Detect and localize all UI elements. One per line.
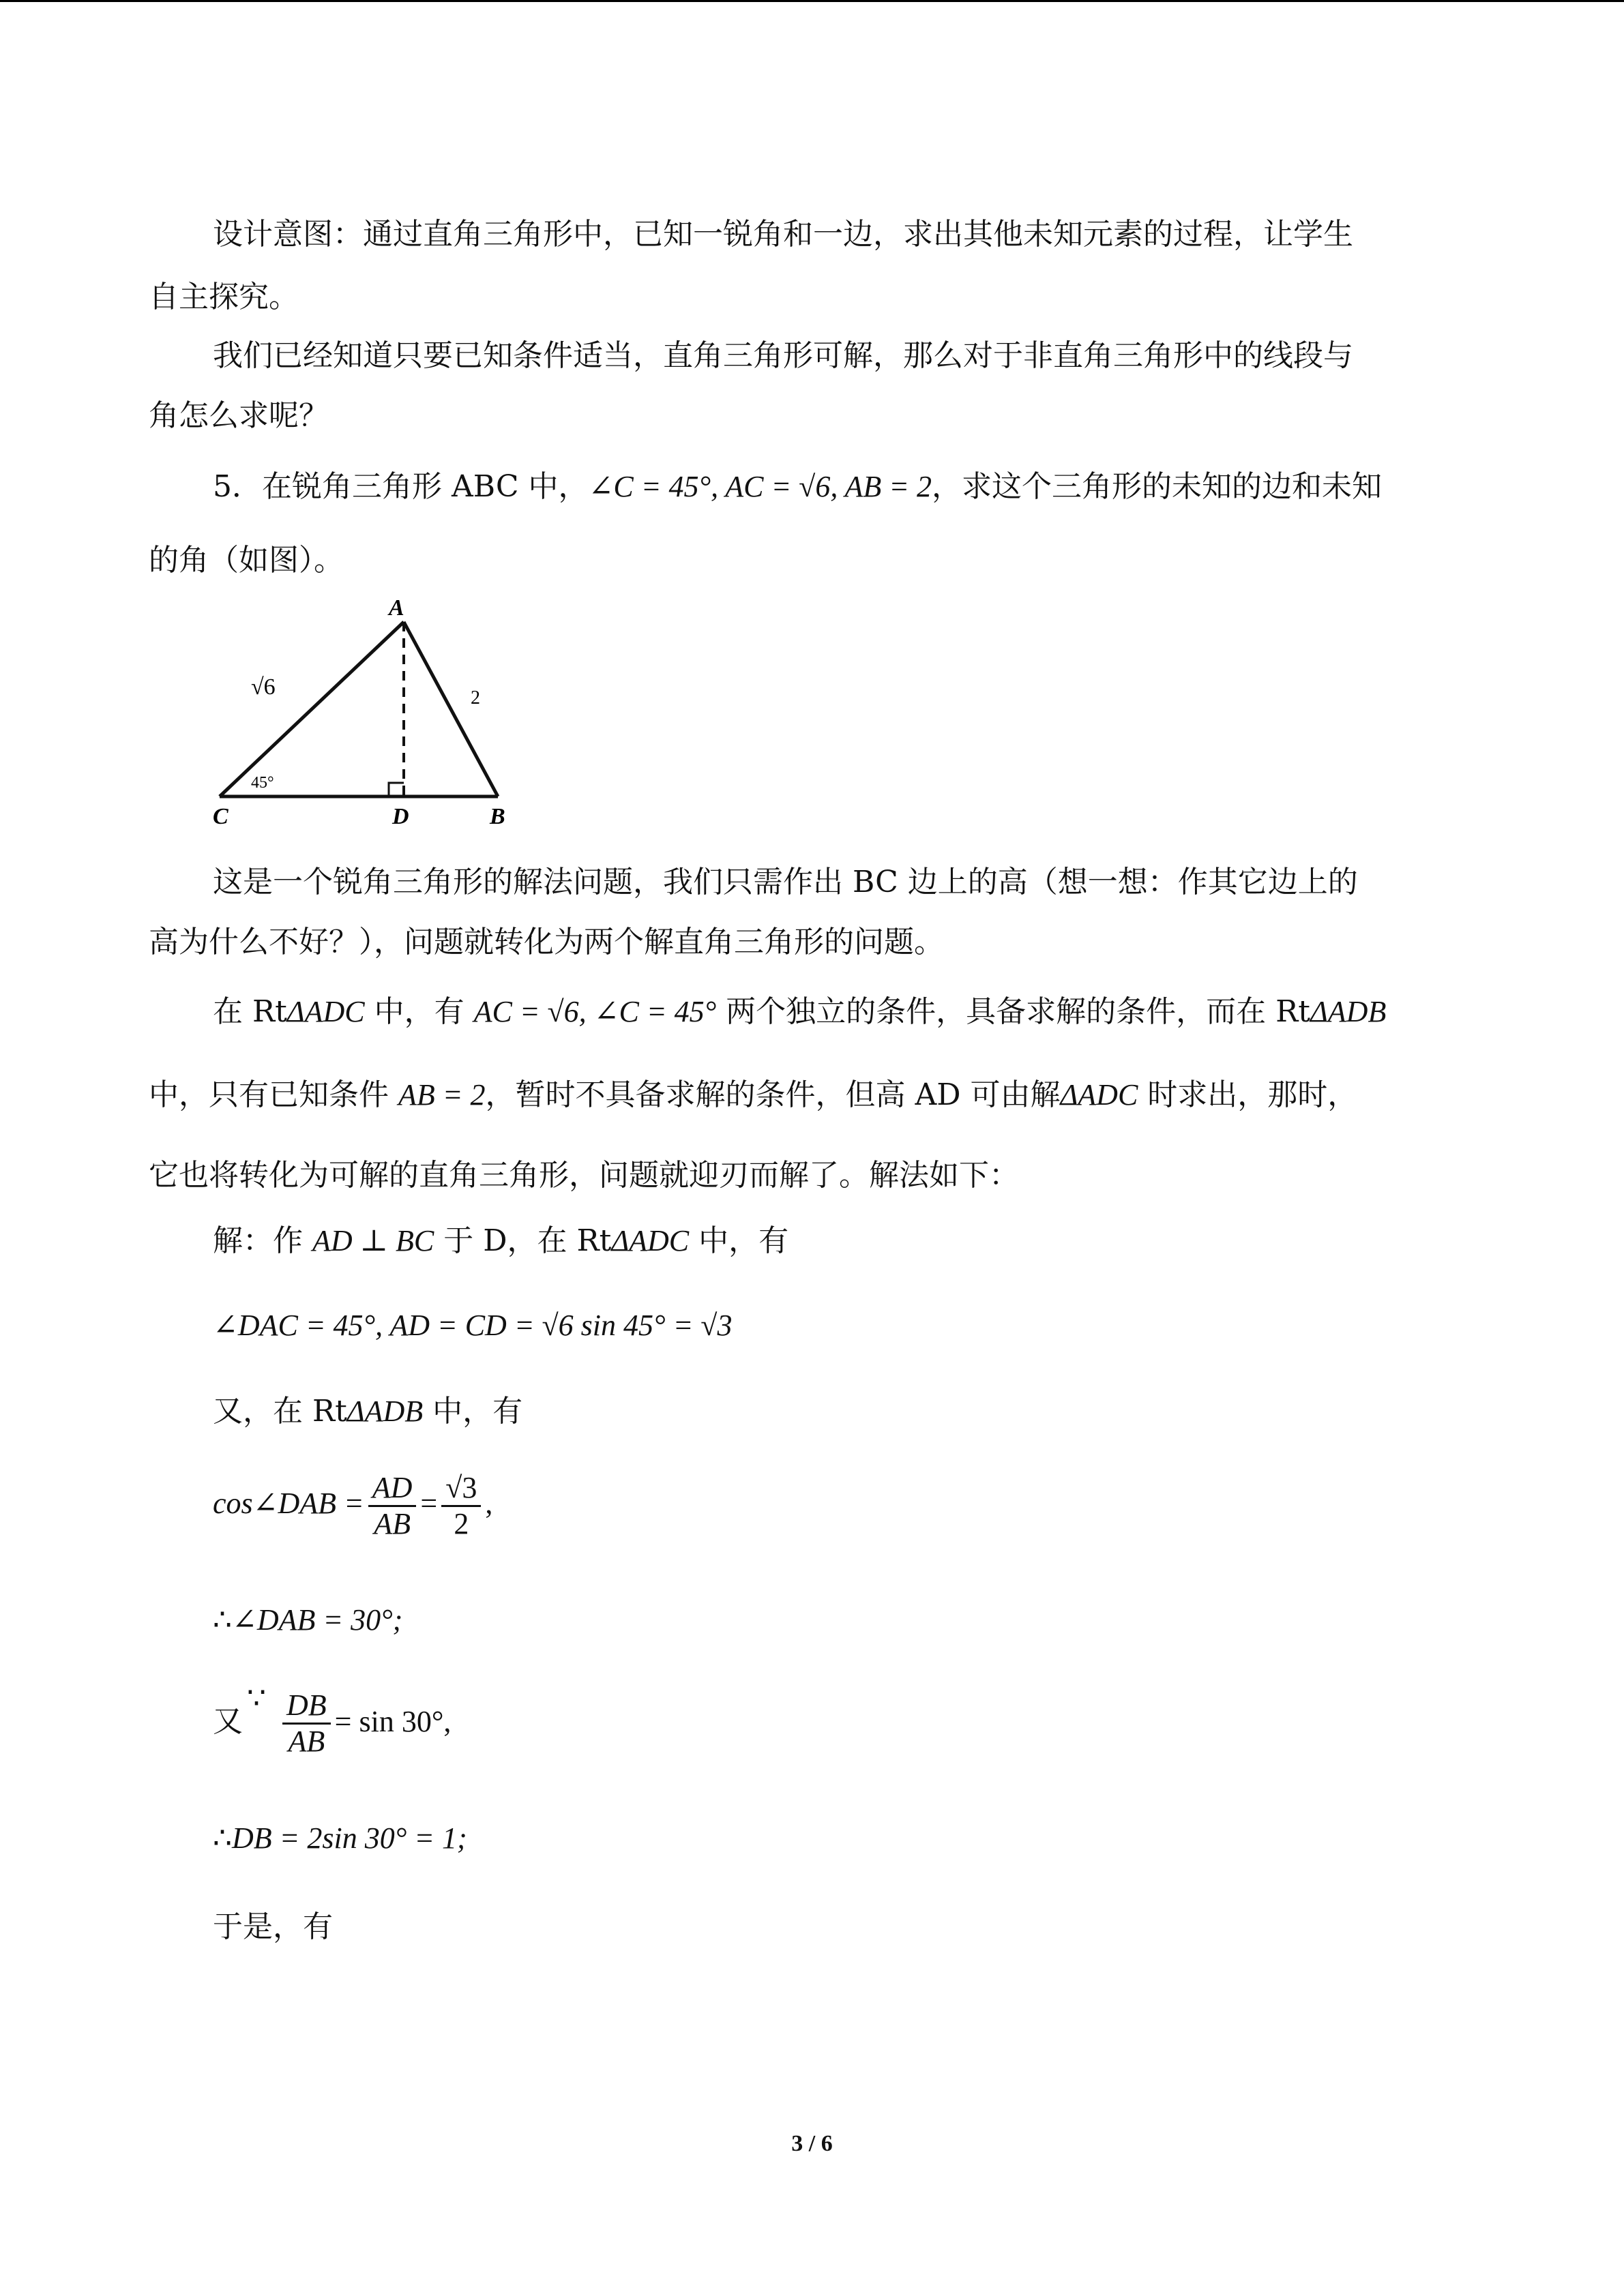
problem-5-text-post: ，求这个三角形的未知的边和未知	[931, 469, 1382, 504]
math-angle-dab-30: ∠DAB = 30°;	[232, 1603, 403, 1637]
intro-line-1: 我们已经知道只要已知条件适当，直角三角形可解，那么对于非直角三角形中的线段与	[213, 338, 1353, 373]
solution-sin-relation	[213, 1681, 452, 1759]
fraction-numerator: √3	[441, 1471, 481, 1507]
solution-line-final: 于是，有	[213, 1909, 333, 1944]
side-ca	[220, 622, 404, 796]
problem-5-line-1	[213, 456, 1382, 518]
math-db-eq-1: DB = 2sin 30° = 1;	[232, 1821, 467, 1855]
fraction-ad-ab	[368, 1471, 417, 1541]
top-border-line	[0, 0, 1624, 2]
label-d: D	[392, 804, 409, 829]
text-at-d: 于 D，在 Rt	[434, 1223, 612, 1258]
math-triangle-adc-3: ΔADC	[611, 1224, 690, 1257]
math-sin-30: = sin 30°,	[334, 1705, 452, 1738]
text-only-known: 中，只有已知条件	[149, 1077, 398, 1112]
text-rt-1: 在 Rt	[213, 994, 287, 1029]
math-ab-eq-2: AB = 2	[398, 1078, 486, 1112]
math-triangle-adc-1: ΔADC	[286, 995, 365, 1028]
problem-5-given: ∠C = 45°, AC = √6, AB = 2	[588, 470, 932, 503]
intro-line-2: 角怎么求呢？	[149, 398, 329, 433]
label-c: C	[213, 804, 228, 829]
fraction-numerator: AD	[368, 1471, 417, 1507]
because-symbol: ∵	[247, 1681, 266, 1716]
fraction-db-ab	[282, 1688, 331, 1759]
math-triangle-adc-2: ΔADC	[1060, 1078, 1138, 1112]
design-intent-line-1: 设计意图：通过直角三角形中，已知一锐角和一边，求出其他未知元素的过程，让学生	[213, 217, 1353, 252]
analysis-detail-line-1	[213, 981, 1386, 1043]
triangle-figure	[205, 586, 532, 832]
math-triangle-adb-1: ΔADB	[1310, 995, 1387, 1028]
analysis-detail-line-2	[149, 1064, 1357, 1127]
math-cos-dab: cos∠DAB =	[213, 1487, 364, 1520]
problem-5-text-pre: 5．在锐角三角形 ABC 中，	[213, 469, 589, 504]
text-you: 中，有	[364, 994, 474, 1029]
math-equals: =	[420, 1487, 438, 1520]
solution-equation-cos	[213, 1466, 492, 1541]
text-has: 中，有	[689, 1223, 789, 1258]
text-solution-start: 解：作	[213, 1223, 312, 1258]
text-again: 又	[213, 1704, 243, 1739]
fraction-denominator: 2	[454, 1507, 469, 1541]
text-again-rt: 又，在 Rt	[213, 1394, 347, 1429]
angle-c-value: 45°	[251, 774, 274, 792]
fraction-denominator: AB	[374, 1507, 411, 1541]
label-a: A	[389, 595, 404, 621]
fraction-sqrt3-2	[441, 1471, 481, 1541]
fraction-denominator: AB	[288, 1725, 325, 1758]
solution-angle-dab	[213, 1589, 402, 1652]
design-intent-line-2: 自主探究。	[149, 280, 299, 314]
text-conditions: 两个独立的条件，具备求解的条件，而在 Rt	[716, 994, 1310, 1029]
side-ab	[404, 622, 498, 796]
solution-line-1	[213, 1210, 788, 1272]
math-given-adc: AC = √6, ∠C = 45°	[473, 995, 717, 1028]
text-has-2: 中，有	[423, 1394, 523, 1429]
solution-line-3	[213, 1380, 522, 1443]
math-comma: ,	[485, 1487, 493, 1520]
therefore-symbol: ∴	[213, 1821, 232, 1855]
label-b: B	[490, 804, 505, 829]
solution-db-value	[213, 1807, 467, 1870]
side-ac-length: √6	[251, 674, 276, 700]
problem-5-line-2: 的角（如图）。	[149, 543, 344, 578]
therefore-symbol: ∴	[213, 1603, 232, 1637]
right-angle-mark	[389, 783, 404, 796]
fraction-numerator: DB	[282, 1688, 331, 1725]
analysis-detail-line-3: 它也将转化为可解的直角三角形，问题就迎刃而解了。解法如下：	[149, 1158, 1019, 1193]
math-ad-perp-bc: AD ⊥ BC	[312, 1224, 434, 1257]
side-ab-length: 2	[471, 687, 480, 709]
analysis-line-1: 这是一个锐角三角形的解法问题，我们只需作出 BC 边上的高（想一想：作其它边上的	[213, 865, 1358, 899]
solution-equation-ad: ∠DAC = 45°, AD = CD = √6 sin 45° = √3	[213, 1309, 733, 1342]
text-not-solvable: ，暂时不具备求解的条件，但高 AD 可由解	[485, 1077, 1061, 1112]
analysis-line-2: 高为什么不好？），问题就转化为两个解直角三角形的问题。	[149, 925, 944, 959]
math-triangle-adb-2: ΔADB	[346, 1395, 424, 1428]
page-number: 3 / 6	[791, 2131, 833, 2156]
text-then: 时求出，那时，	[1138, 1077, 1358, 1112]
